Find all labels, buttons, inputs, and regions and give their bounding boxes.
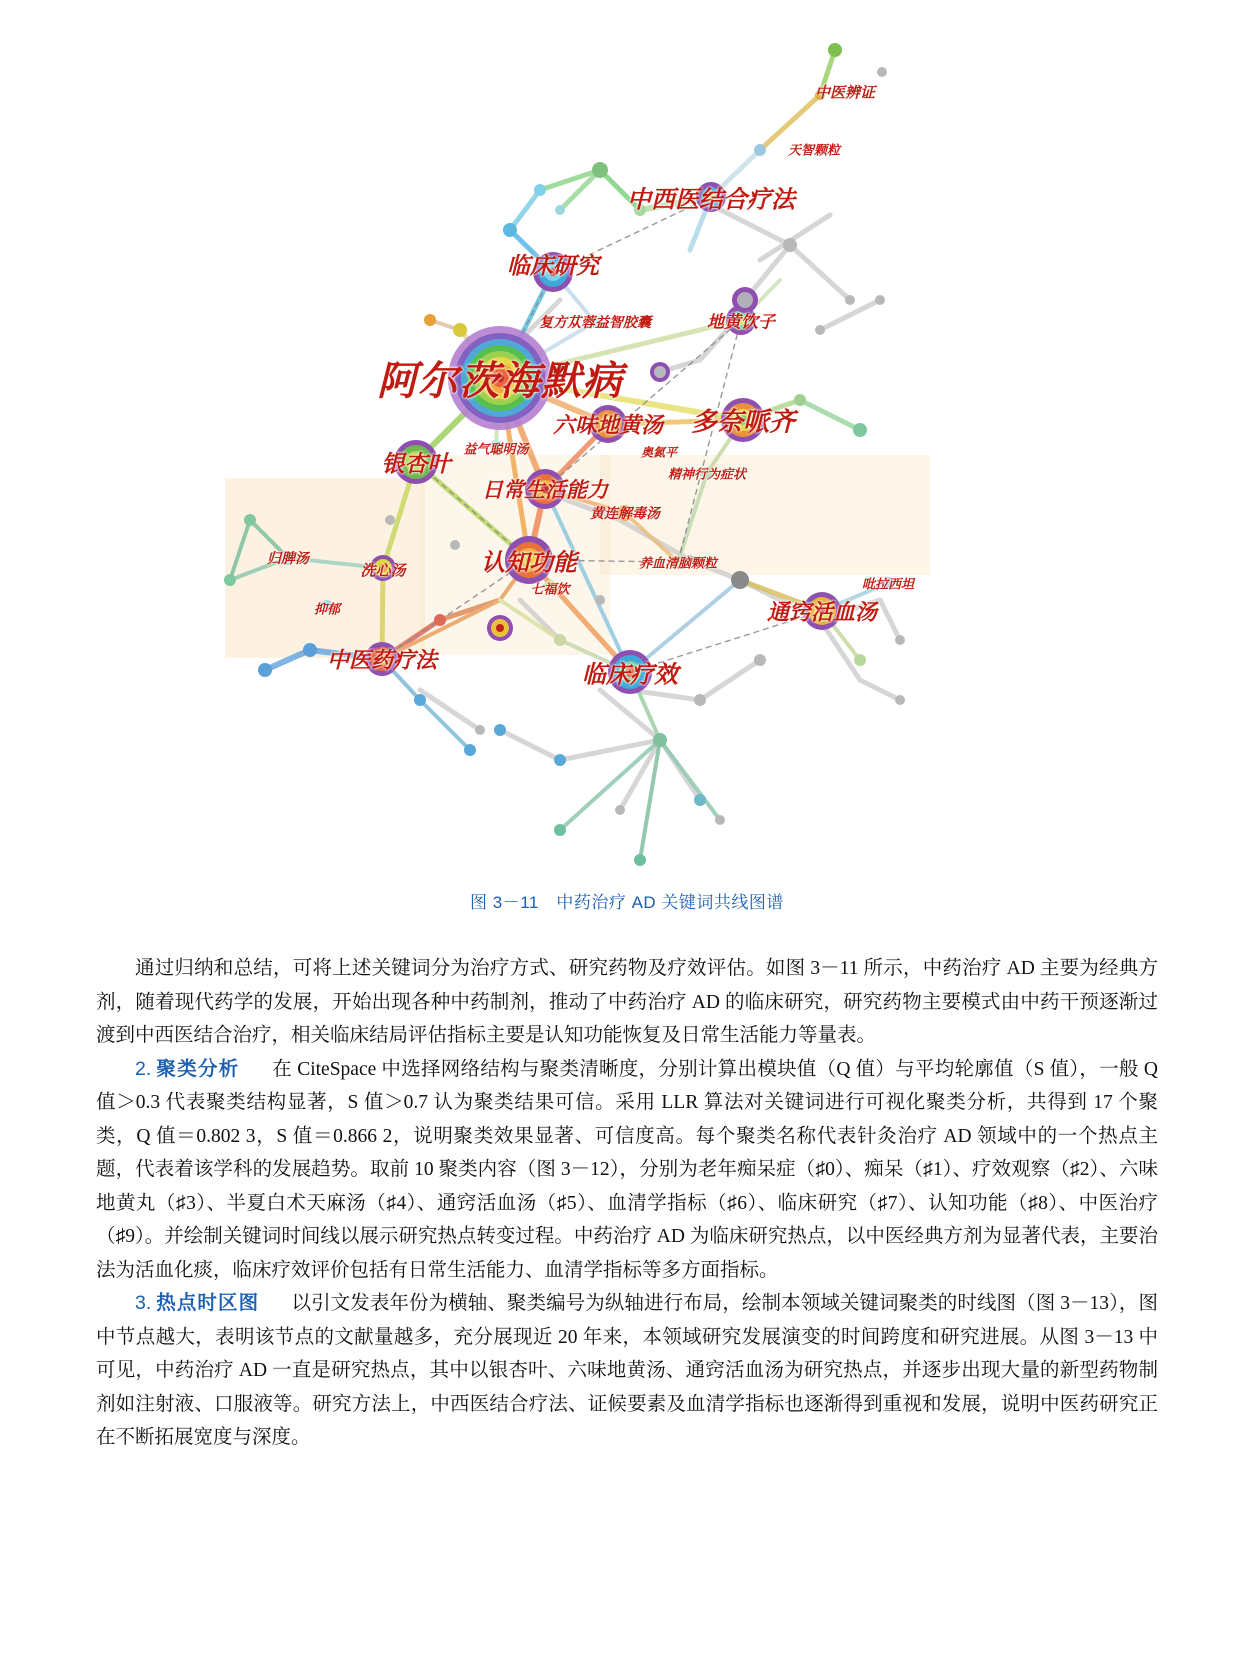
graph-label: 中医辨证 — [814, 85, 876, 102]
paragraph-1: 通过归纳和总结，可将上述关键词分为治疗方式、研究药物及疗效评估。如图 3－11 所示，中药治疗 AD 主要为经典方剂，随着现代药学的发展，开始出现各种中药制剂，推动了中药治疗 AD 的临床研究，研究药物主要模式由中药干预逐渐过渡到中西医结合治疗，相关临床结局评估指标主要是认知功能恢复及日常生活能力等量表。 — [96, 958, 1158, 1046]
graph-label: 认知功能 — [481, 550, 577, 577]
paragraph-3 — [96, 1287, 1158, 1455]
graph-label: 地黄饮子 — [707, 312, 775, 332]
graph-label: 吡拉西坦 — [861, 576, 915, 592]
paragraph-3-number: 3. — [135, 1292, 152, 1314]
body-text — [96, 952, 1158, 1455]
graph-label: 多奈哌齐 — [690, 407, 796, 437]
paragraph-3-heading: 热点时区图 — [156, 1293, 260, 1314]
graph-label: 复方苁蓉益智胶囊 — [539, 316, 651, 331]
graph-label: 黄连解毒汤 — [590, 507, 660, 522]
graph-label: 阿尔茨海默病 — [377, 358, 623, 404]
graph-label: 银杏叶 — [381, 451, 451, 477]
graph-label: 归脾汤 — [267, 552, 309, 567]
graph-label: 中医药疗法 — [326, 647, 438, 673]
graph-label: 精神行为症状 — [667, 466, 747, 482]
paragraph-3-body: 以引文发表年份为横轴、聚类编号为纵轴进行布局，绘制本领域关键词聚类的时线图（图 3－13），图中节点越大，表明该节点的文献量越多，充分展现近 20 年来，本领域研究发展演变的时间跨度和研究进展。从图 3－13 中可见，中药治疗 AD 一直是研究热点，其中以银杏叶、六味地黄汤、通窍活血汤为研究热点，并逐步出现大量的新型药物制剂如注射液、口服液等。研究方法上，中西医结合疗法、证候要素及血清学指标也逐渐得到重视和发展，说明中医药研究正在不断拓展宽度与深度。 — [96, 1293, 1158, 1448]
graph-label: 养血清脑颗粒 — [638, 555, 718, 571]
graph-label: 奥氮平 — [640, 445, 678, 460]
graph-label: 天智颗粒 — [787, 142, 841, 158]
graph-label: 益气聪明汤 — [463, 441, 529, 457]
paragraph-2 — [96, 1053, 1158, 1288]
graph-label: 日常生活能力 — [482, 478, 608, 502]
paragraph-2-heading: 聚类分析 — [156, 1058, 240, 1080]
graph-label: 临床疗效 — [582, 662, 678, 689]
paragraph-2-body: 在 CiteSpace 中选择网络结构与聚类清晰度，分别计算出模块值（Q 值）与平均轮廓值（S 值），一般 Q 值＞0.3 代表聚类结构显著，S 值＞0.7 认为聚类结果可信。采用 LLR 算法对关键词进行可视化聚类分析，共得到 17 个聚类，Q 值＝0.802 3，S 值＝0.866 2，说明聚类效果显著、可信度高。每个聚类名称代表针灸治疗 AD 领域中的一个热点主题，代表着该学科的发展趋势。取前 10 聚类内容（图 3－12），分别为老年痴呆症（♯0）、痴呆（♯1）、疗效观察（♯2）、六味地黄丸（♯3）、半夏白术天麻汤（♯4）、通窍活血汤（♯5）、血清学指标（♯6）、临床研究（♯7）、认知功能（♯8）、中医治疗（♯9）。并绘制关键词时间线以展示研究热点转变过程。中药治疗 AD 为临床研究热点，以中医经典方剂为显著代表，主要治法为活血化痰，临床疗效评价包括有日常生活能力、血清学指标等多方面指标。 — [96, 1058, 1158, 1281]
graph-label: 抑郁 — [313, 601, 341, 617]
graph-label: 通窍活血汤 — [766, 599, 878, 625]
graph-label: 临床研究 — [507, 253, 599, 279]
graph-label: 六味地黄汤 — [552, 412, 664, 438]
graph-label: 洗心汤 — [360, 563, 406, 580]
figure-caption: 图 3－11 中药治疗 AD 关键词共线图谱 — [470, 893, 784, 912]
paragraph-2-number: 2. — [135, 1057, 152, 1080]
graph-label: 七福饮 — [530, 581, 570, 597]
graph-label: 中西医结合疗法 — [627, 187, 795, 214]
